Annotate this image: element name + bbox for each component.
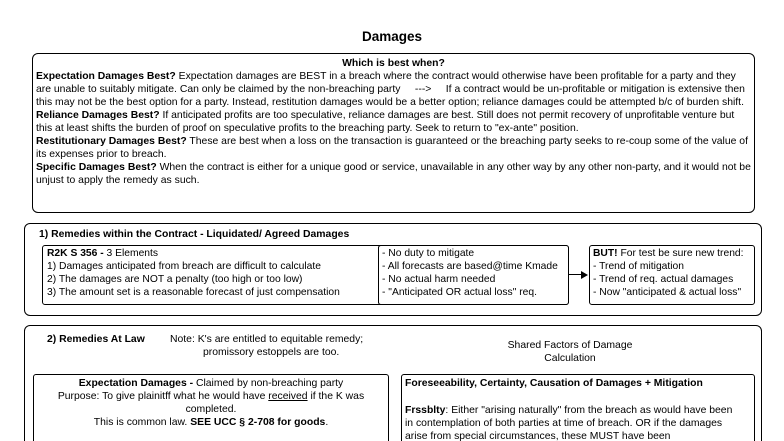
- rule-item-3: - No actual harm needed: [382, 274, 496, 285]
- r2k-element-3: 3) The amount set is a reasonable forecast of just compensation: [47, 287, 340, 298]
- r2k-element-1: 1) Damages anticipated from breach are difficult to calculate: [47, 261, 321, 272]
- r2k-label: R2K S 356 -: [47, 248, 104, 259]
- shared-factors-line2: Calculation: [544, 353, 596, 364]
- reliance-best-text: If anticipated profits are too speculative, reliance damages are best. Still does not permit recovery of unprofitable venture but this at least shifts the burden of proof on speculative profits to the breaching party. Seek to return to "ex-ante" position.: [36, 110, 735, 134]
- expectation-ucc-end: .: [325, 417, 329, 428]
- expectation-best-label: Expectation Damages Best?: [36, 71, 176, 82]
- best-when-body: [36, 70, 752, 187]
- expectation-purpose-after: if the K was: [307, 391, 365, 402]
- expectation-purpose: [34, 390, 388, 403]
- section2-note-line2: promissory estoppels are too.: [203, 347, 340, 358]
- r2k-elements: 3 Elements: [103, 248, 159, 259]
- section2-note-line1: Note: K's are entitled to equitable remedy;: [170, 334, 364, 345]
- but-label: BUT!: [593, 248, 618, 259]
- new-trend-box: [589, 245, 755, 305]
- expectation-damages-label: Expectation Damages -: [78, 378, 194, 389]
- but-line: [593, 248, 744, 261]
- page-title: Damages: [361, 29, 423, 44]
- foreseeability-label: Frssblty: [405, 405, 446, 416]
- specific-best-paragraph: [36, 161, 752, 187]
- but-text: For test be sure new trend:: [617, 248, 744, 259]
- best-when-heading: Which is best when?: [342, 58, 445, 69]
- liquidated-rules-box-inner: [378, 245, 569, 305]
- expectation-ucc: SEE UCC § 2-708 for goods: [190, 417, 326, 428]
- shared-factors-line1: Shared Factors of Damage: [507, 340, 633, 351]
- specific-best-text: When the contract is either for a unique good or service, unavailable in any other way by any other non-party, and it would not be unjust to apply the remedy as such.: [36, 162, 751, 186]
- foreseeability-text-line1: : Either "arising naturally" from the breach as would have been: [445, 405, 733, 416]
- expectation-purpose-before: Purpose: To give plainitff what he would have: [57, 391, 269, 402]
- trend-item-3: - Now "anticipated & actual loss": [593, 287, 742, 298]
- r2k-element-2: 2) The damages are NOT a penalty (too high or too low): [47, 274, 303, 285]
- expectation-completed: completed.: [185, 404, 237, 415]
- foreseeability-text-line3: arise from special circumstances, these MUST have been: [405, 431, 671, 441]
- foreseeability-heading: Foreseeability, Certainty, Causation of Damages + Mitigation: [405, 378, 703, 389]
- trend-item-2: - Trend of req. actual damages: [593, 274, 734, 285]
- expectation-damages-box: [33, 374, 389, 441]
- restitutionary-best-paragraph: [36, 135, 752, 161]
- section1-heading: 1) Remedies within the Contract - Liquidated/ Agreed Damages: [39, 229, 350, 240]
- section2-box: [24, 325, 762, 441]
- expectation-best-paragraph: [36, 70, 752, 109]
- foreseeability-line1: [405, 404, 732, 417]
- section2-heading: 2) Remedies At Law: [47, 334, 145, 345]
- expectation-damages-title: [34, 377, 388, 390]
- expectation-common-law: [34, 416, 388, 429]
- expectation-common-law-text: This is common law.: [93, 417, 191, 428]
- expectation-best-text: Expectation damages are BEST in a breach where the contract would otherwise have been profitable for a party and they are unable to suitably mitigate. Can only be claimed by the non-breaching party ---> If a contract would be un-profitable or mitigation is extensive then this may not be the best option for a party. Instead, restitution damages would be a better option; reliance damages could be attempted b/c of burden shift.: [36, 71, 748, 108]
- reliance-best-paragraph: [36, 109, 752, 135]
- foreseeability-text-line2: in contemplation of both parties at time of breach. OR if the damages: [405, 418, 723, 429]
- reliance-best-label: Reliance Damages Best?: [36, 110, 160, 121]
- trend-item-1: - Trend of mitigation: [593, 261, 684, 272]
- rule-item-4: - "Anticipated OR actual loss" req.: [382, 287, 537, 298]
- restitutionary-best-label: Restitutionary Damages Best?: [36, 136, 187, 147]
- rule-item-2: - All forecasts are based@time Kmade: [382, 261, 558, 272]
- restitutionary-best-text: These are best when a loss on the transaction is guaranteed or the breaching party seeks to re-coup some of the value of its expenses prior to breach.: [36, 136, 748, 160]
- r2k-title: [47, 248, 158, 261]
- expectation-damages-label-rest: Claimed by non-breaching party: [193, 378, 344, 389]
- best-when-box: [32, 53, 755, 213]
- r2k-box: [42, 245, 387, 305]
- specific-best-label: Specific Damages Best?: [36, 162, 157, 173]
- expectation-purpose-underlined: received: [268, 391, 308, 402]
- foreseeability-box: [401, 374, 755, 441]
- arrow-head-2: [581, 271, 588, 279]
- section1-box: [24, 223, 762, 316]
- rule-item-1: - No duty to mitigate: [382, 248, 475, 259]
